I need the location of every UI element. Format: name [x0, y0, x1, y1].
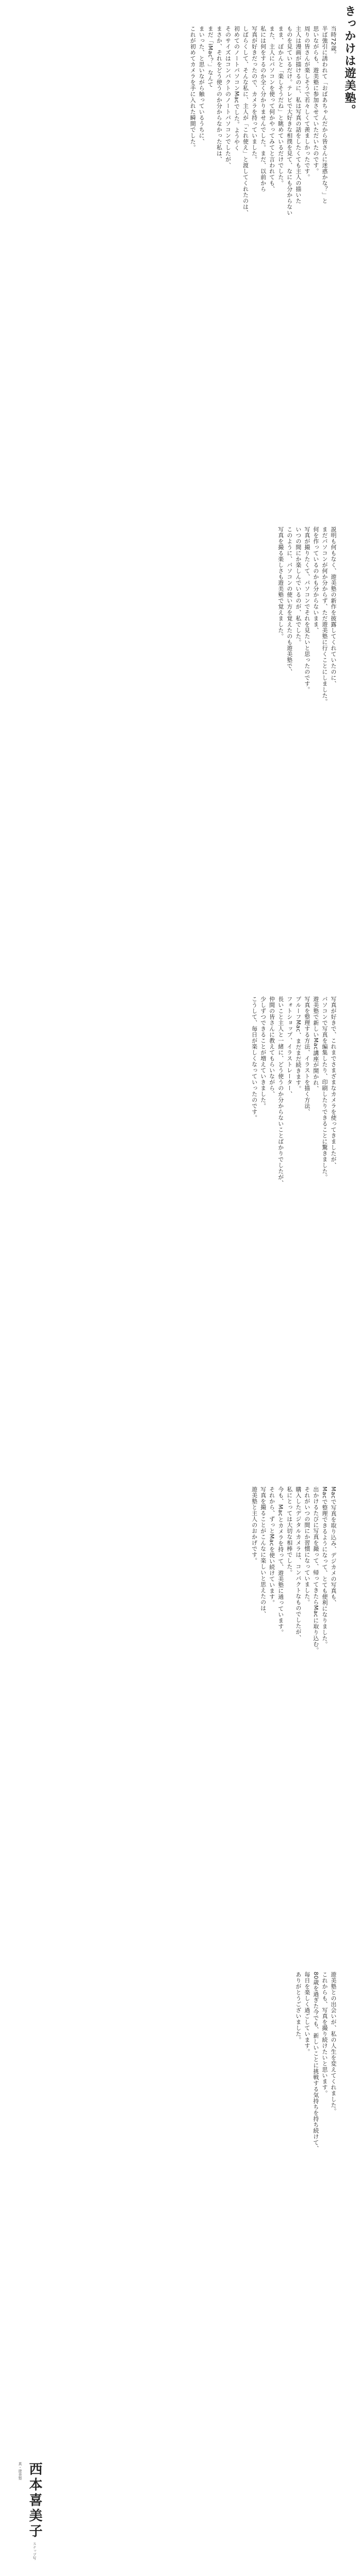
article-paragraph-4: Macで写真を取り込み、デジカメの写真も、 Macで整理できるようになって、とても便利になりました。 出かけるたびに写真を撮って、帰ってきたらMacに取り込む。 それがいつの間にか習慣になっていました。 購入したデジタルカメラは、コンパクトなものでしたが、 私にとっては大切な相棒でした。 今も、Macとカメラを持って、遊美塾に通っています。 それから、ずっとMacを使い続けています。 写真を撮ることがこんなに楽しいと思えたのは、 遊美塾と主人のおかげです。 [251, 1486, 337, 1653]
article-paragraph-5: 遊美塾との出会いが、私の人生を変えてくれました。 これからも、写真を撮り続けたいと思います。 80歳を過ぎた今でも、新しいことに挑戦する気持ちを持ち続けて、 毎日を楽しく過ごしています。 ありがとうございました。 [294, 1972, 337, 2152]
author-caption: スナップ写真・遊美塾 [18, 2462, 37, 2561]
article-title: きっかけは遊美塾。 [343, 5, 356, 117]
article-paragraph-1: 当時72歳。 半ば強引に誘われて「おばあちゃんだから皆さんに迷惑かな？」と 思いながらも、遊美塾に参加させていただいたのです。 周りの皆さんが楽しそうで若々しくて羨ましかったです。 主人は漫画が描けるのに、私は写真の話をしたくても主人の描いた ものを見ているだけ。テレビで大好きな相撲を見て、なにも分からない まま、ぽかんと「楽しそうだね」と眺めているだけでした。 また、主人にパソコンを使って何かやってみてと言われても、 私には何をするのか全く分かりませんでした。まだ、以前から 写真が好きだったので、カメラを持っていました。 しばらくして、そんな私に、主人が「これ使え」と渡してくれたのは、 初めてのノートパソコンMacでした。ようやく そのサイズはコンパクトのノートパソコンでしたが、 まさか、それをどう使うのか分からなかった私は、 まだ「iMac？」なんて まいった、と思いながら触っているうちに、 これが初めてカメラを手に入れた瞬間でした。 [189, 26, 337, 216]
author-signature [15, 2462, 44, 2565]
article-paragraph-2: 説明も何もなく、遊美塾の新作を披露してくれていたのに、 まだパソコンが何か分からず、ただ遊美塾に行くことにしました。 何を作っているのかも分からないまま、 写真が撮りたくて、パソコンでそれを見たいと思ったのです。 いつの間にか楽しんでいるのが、私でした。 このように、パソコンの使い方を覚えたのも遊美塾で、 写真を撮る楽しさも遊美塾で覚えました。 [277, 526, 337, 705]
article-paragraph-3: 写真が好きで、これまでさまざまなカメラを使ってきましたが、 パソコンで写真を編集したり、印刷したりできることに驚きました。 遊美塾で新しいMac講座が開かれ、 写真を整理する方法、イラストを描く方法、 プルーフMac、まだまだ続きます。 フォトショップ、イラストレーター、 長いこと主人と一緒に、どう使うのか分からないことばかりでしたが、 仲間の皆さんに教えてもらいながら、 少しずつできることが増えていきました。 こうして、毎日が楽しくなっていったのです。 [251, 996, 337, 1186]
author-name: 西本喜美子 [27, 2462, 42, 2539]
